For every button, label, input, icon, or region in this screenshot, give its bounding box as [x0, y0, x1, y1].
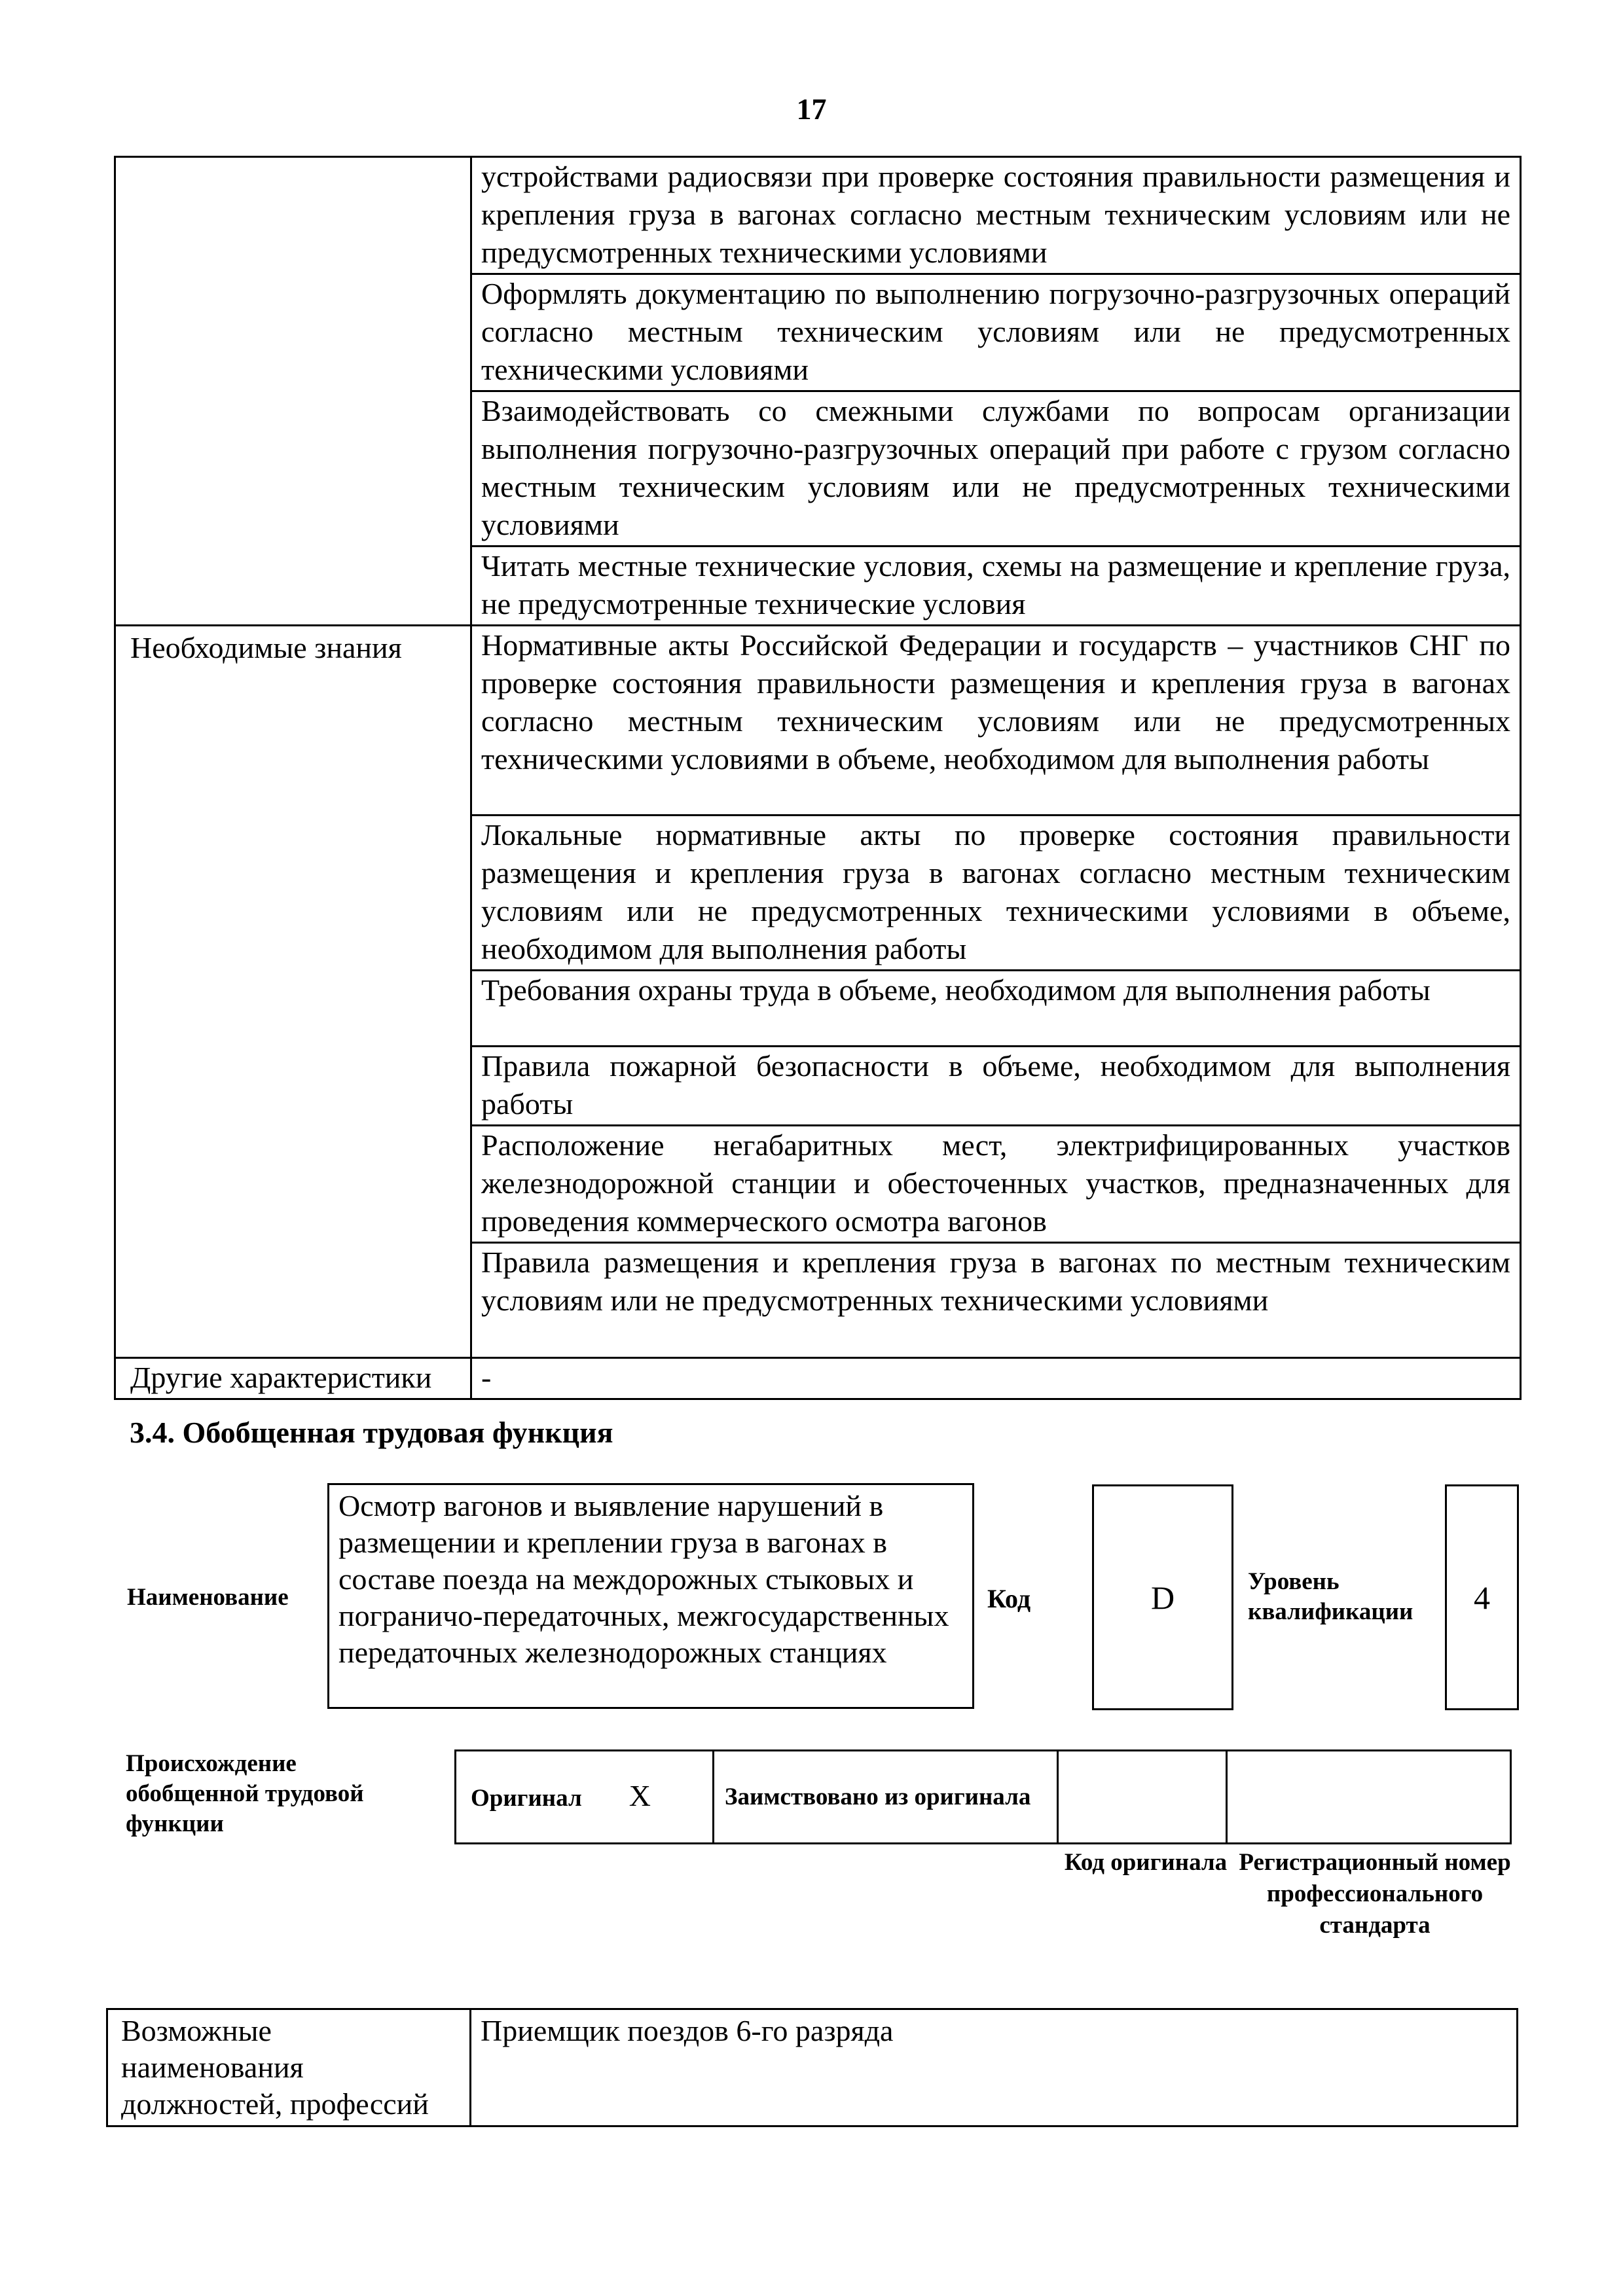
job-titles-table	[106, 2008, 1518, 2127]
function-name: Осмотр вагонов и выявление нарушений в размещении и креплении груза в вагонах в составе поезда на междорожных стыковых и пограничо-передаточных, межгосударственных передаточных железнодорожных станциях	[327, 1483, 974, 1709]
table-row	[115, 1358, 1521, 1399]
original-label: Оригинал	[471, 1784, 582, 1812]
section-title: 3.4. Обобщенная трудовая функция	[130, 1416, 613, 1449]
knowledge-cell: Расположение негабаритных мест, электрифицированных участков железнодорожной станции и обесточенных участков, предназначенных для проведения коммерческого осмотра вагонов	[471, 1126, 1521, 1243]
qualification-level-label: Уровень квалификации	[1248, 1568, 1413, 1625]
skill-cell: устройствами радиосвязи при проверке состояния правильности размещения и крепления груза в вагонах согласно местным техническим условиям или не предусмотренных техническими условиями	[471, 157, 1521, 274]
knowledge-cell: Требования охраны труда в объеме, необходимом для выполнения работы	[471, 971, 1521, 1047]
skills-knowledge-table	[114, 156, 1522, 1400]
code-label: Код	[987, 1584, 1031, 1613]
code-value: D	[1092, 1484, 1233, 1710]
table-row	[115, 626, 1521, 816]
skill-cell: Взаимодействовать со смежными службами по вопросам организации выполнения погрузочно-разгрузочных операций при работе с грузом согласно местным техническим условиям или не предусмотренных техническими условиями	[471, 391, 1521, 547]
knowledge-label: Необходимые знания	[115, 626, 471, 1358]
original-cell	[456, 1751, 714, 1844]
original-code-caption: Код оригинала	[1064, 1849, 1228, 1876]
registration-number-caption: Регистрационный номер профессионального стандарта	[1239, 1849, 1511, 1939]
origin-table	[454, 1749, 1512, 1844]
original-mark: X	[629, 1778, 651, 1812]
other-value: -	[471, 1358, 1521, 1399]
knowledge-cell: Нормативные акты Российской Федерации и государств – участников СНГ по проверке состояния правильности размещения и крепления груза в вагонах согласно местным техническим условиям или не предусмотренных техническими условиями в объеме, необходимом для выполнения работы	[471, 626, 1521, 816]
other-label: Другие характеристики	[115, 1358, 471, 1399]
skill-cell: Читать местные технические условия, схемы на размещение и крепление груза, не предусмотренные технические условия	[471, 547, 1521, 626]
borrowed-label: Заимствовано из оригинала	[714, 1751, 1058, 1844]
job-titles-value: Приемщик поездов 6-го разряда	[471, 2009, 1518, 2126]
skill-cell: Оформлять документацию по выполнению погрузочно-разгрузочных операций согласно местным техническим условиям или не предусмотренных техническими условиями	[471, 274, 1521, 391]
origin-label: Происхождение обобщенной трудовой функции	[126, 1750, 364, 1837]
table-row	[107, 2009, 1518, 2126]
table-row	[456, 1751, 1511, 1844]
page-number: 17	[796, 92, 827, 126]
name-label: Наименование	[127, 1584, 289, 1611]
registration-number-cell	[1227, 1751, 1511, 1844]
original-code-cell	[1058, 1751, 1227, 1844]
empty-label-cell	[115, 157, 471, 626]
knowledge-cell: Правила пожарной безопасности в объеме, необходимом для выполнения работы	[471, 1047, 1521, 1126]
table-row	[115, 157, 1521, 274]
qualification-level-value: 4	[1445, 1484, 1519, 1710]
knowledge-cell: Правила размещения и крепления груза в вагонах по местным техническим условиям или не предусмотренных техническими условиями	[471, 1243, 1521, 1358]
knowledge-cell: Локальные нормативные акты по проверке состояния правильности размещения и крепления груза в вагонах согласно местным техническим условиям или не предусмотренных техническими условиями в объеме, необходимом для выполнения работы	[471, 816, 1521, 971]
job-titles-label: Возможные наименования должностей, профессий	[107, 2009, 471, 2126]
